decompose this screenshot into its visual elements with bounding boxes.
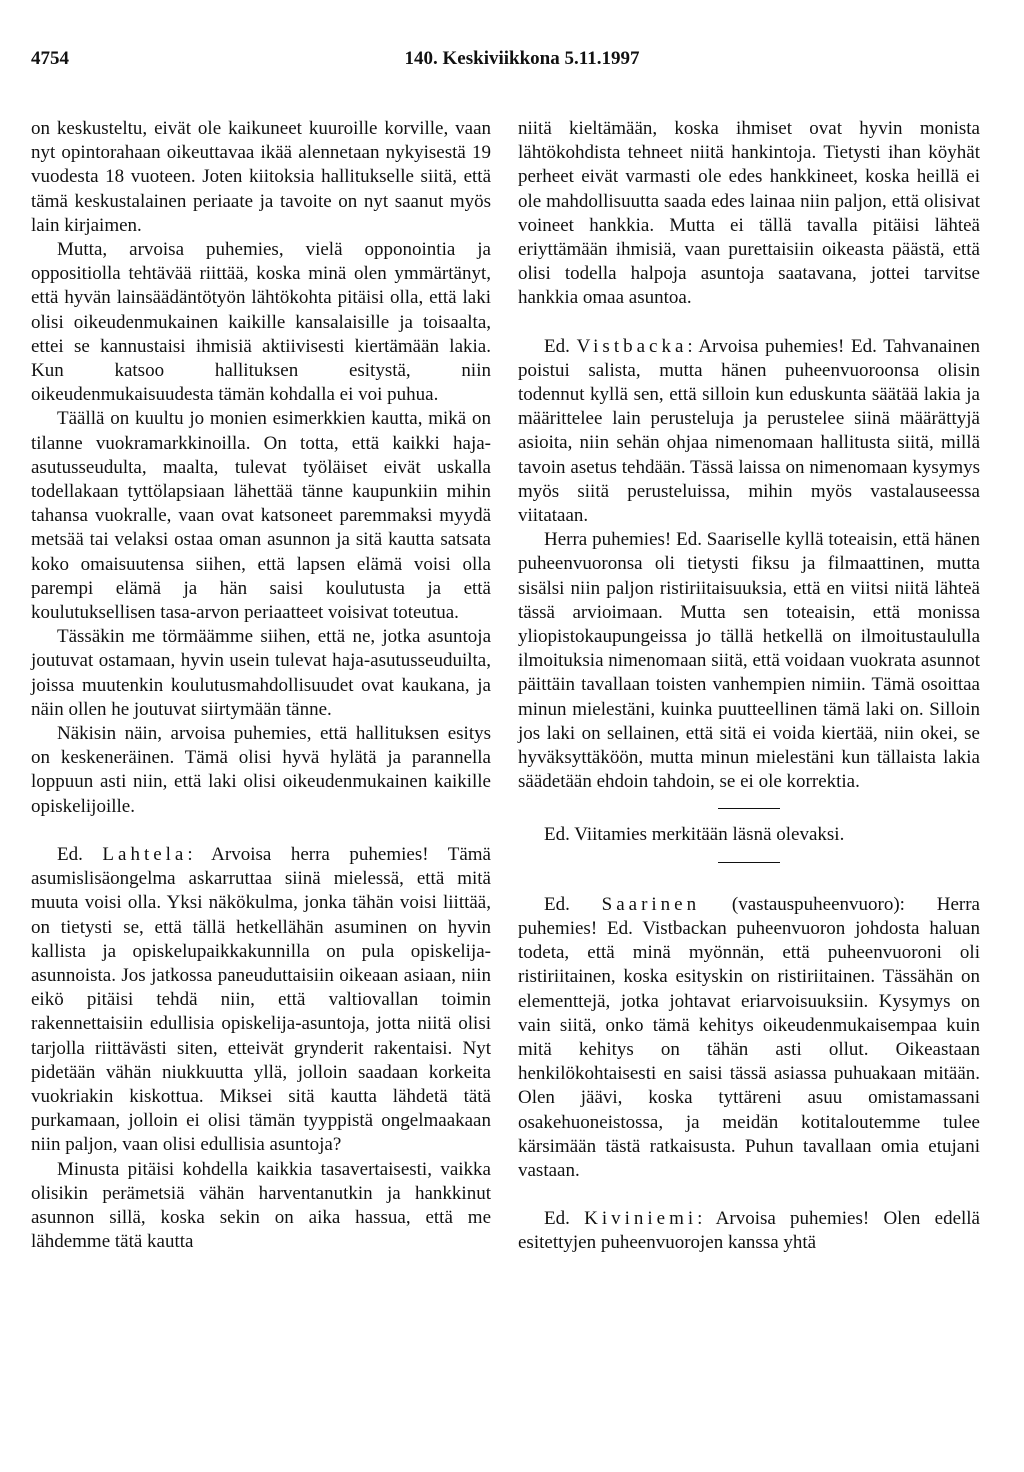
speaker-name: Vistbacka <box>576 335 688 357</box>
paragraph: Tässäkin me törmäämme siihen, että ne, jotka asuntoja joutuvat ostamaan, hyvin usein tulevat haja-asutusseuduilta, joissa muutenkin koulutusmahdollisuudet ovat kaukana, ja näin ollen he joutuvat siirtymään tänne. <box>31 626 491 720</box>
spacer <box>518 1183 980 1207</box>
speaker-prefix: Ed. <box>544 335 570 357</box>
speaker-prefix: Ed. <box>544 1208 570 1230</box>
paragraph: Herra puhemies! Ed. Saariselle kyllä toteaisin, että hänen puheenvuoronsa oli tietysti fiksu ja filmaattinen, mutta sisälsi niin paljon ristiriitaisuuksia, että en viitsi niitä lähteä tässä arvioimaan. Mutta sen toteaisin, että monissa yliopistokaupungeissa jo tällä hetkellä on ilmoitustaululla ilmoituksia nimenomaan siitä, että voidaan vuokrata asunnot päittäin tavallaan toisten vanhempien nimiin. Tämä osoittaa minun mielestäni, kuinka puutteellinen tämä laki on. Silloin jos laki on sellainen, että sitä ei voida kiertää, niin okei, se hyväksyttäköön, mutta minun mielestäni kun tällaista lakia säädetään ehdoin tahdoin, se ei ole korrektia. <box>518 529 980 793</box>
separator-rule <box>718 862 780 863</box>
speech-kiviniemi <box>518 1207 980 1255</box>
left-column <box>31 117 491 1254</box>
spacer <box>31 819 491 843</box>
separator-rule <box>718 808 780 809</box>
speaker-name: Saarinen <box>601 893 701 915</box>
speech-text: : Arvoisa puhemies! Ed. Tahvanainen poistui salista, mutta hänen puheenvuoroonsa olisin todennut kyllä sen, että silloin kun eduskunta säätää lakia ja määrittelee lain perusteluja ja perustelee siinä määrättyjä asioita, niin sehän ohjaa nimenomaan hallitusta siitä, millä tavoin asetus tehdään. Tässä laissa on nimenomaan kysymys myös siitä perusteluissa, mihin myös vastalauseessa viitataan. <box>518 335 981 527</box>
spacer <box>518 311 980 335</box>
paragraph: niitä kieltämään, koska ihmiset ovat hyvin monista lähtökohdista tehneet niitä hankintoja. Tietysti ihan köyhät perheet eivät varmasti ole edes hankkineet, koska heillä ei ole mahdollisuutta saada edes lainaa niin paljon, että olisivat voineet hankkia. Mutta ei tällä tavalla pitäisi lähteä eriyttämään ihmisiä, vaan purettaisiin oikeasta päästä, että olisi todella halpoja asuntoja saatavana, jottei tarvitse hankkia omaa asuntoa. <box>518 118 980 309</box>
speech-lahtela <box>31 843 491 1158</box>
page-header <box>0 48 1024 78</box>
paragraph: Näkisin näin, arvoisa puhemies, että hallituksen esitys on keskeneräinen. Tämä olisi hyvä hylätä ja parannella loppuun asti niin, että laki olisi oikeudenmukainen kaikille opiskelijoille. <box>31 723 491 817</box>
page-number: 4754 <box>31 48 69 69</box>
speaker-name: Kiviniemi <box>584 1208 698 1230</box>
speech-text: (vastauspuheenvuoro): Herra puhemies! Ed. Vistbackan puheenvuoron johdosta haluan todeta, että minä myönnän, että puheenvuoroni oli ristiriitainen, koska esityskin on ristiriitainen. Tässähän on elementtejä, jotka johtavat eriarvoisuuksiin. Kysymys on vain siitä, onko tämä kehitys oikeudenmukaisempaa kuin mitä kehitys on tähän asti ollut. Oikeastaan henkilökohtaisesti en saisi tässä asiassa puhuakaan mitään. Olen jäävi, koska tyttäreni asuu omistamassani osakehuoneistossa, ja meidän kotitaloutemme tulee kärsimään tästä ratkaisusta. Puhun tavallaan omia etujani vastaan. <box>518 893 980 1181</box>
speech-vistbacka <box>518 335 980 529</box>
speaker-prefix: Ed. <box>544 893 570 915</box>
paragraph: Mutta, arvoisa puhemies, vielä opponointia ja oppositiolla tehtävää riittää, koska minä olen ymmärtänyt, että hyvän lainsäädäntötyön lähtökohta pitäisi olla, että laki olisi oikeudenmukainen kaikille kansalaisille ja toisaalta, ettei se kannustaisi ihmisiä aktiivisesti kiertämään lakia. Kun katsoo hallituksen esitystä, niin oikeudenmukaisuudesta tämän kohdalla ei voi puhua. <box>31 239 491 406</box>
paragraph: on keskusteltu, eivät ole kaikuneet kuuroille korville, vaan nyt opintorahaan oikeuttavaa ikää alennetaan nykyisestä 19 vuodesta 18 vuoteen. Joten kiitoksia hallitukselle siitä, että tämä keskustalainen periaate ja tavoite on nyt saanut myös lain kirjaimen. <box>31 118 491 236</box>
speaker-prefix: Ed. <box>57 843 83 865</box>
issue-title: 140. Keskiviikkona 5.11.1997 <box>404 48 640 69</box>
speech-saarinen <box>518 893 980 1183</box>
right-column <box>518 117 980 1256</box>
notice-attendance: Ed. Viitamies merkitään läsnä olevaksi. <box>544 824 845 846</box>
speech-text: : Arvoisa herra puhemies! Tämä asumislisäongelma askarruttaa siinä mielessä, että mitä muuta voisi olla. Yksi näkökulma, jonka tähän voisi liittää, on tietysti se, että tällä hetkellähän asuminen on hyvin kallista ja opiskelupaikkakunnilla on pula opiskelija-asunnoista. Jos jatkossa paneuduttaisiin oikeaan asiaan, niin eikö pitäisi tehdä niin, että valtiovallan toimin rakennettaisiin edullisia opiskelija-asuntoja, jotta niitä olisi tarjolla riittävästi siten, etteivät grynderit rakentaisi. Nyt pidetään vähän niukkuutta yllä, jolloin saadaan korkeita vuokriakin kiskottua. Miksei sitä kautta lähdetä tätä purkamaan, jolloin ei olisi tämän tyyppistä ongelmaakaan niin paljon, vaan olisi edullisia asuntoja? <box>31 843 491 1156</box>
paragraph: Täällä on kuultu jo monien esimerkkien kautta, mikä on tilanne vuokramarkkinoilla. On totta, että kaikki haja-asutusseudulta, maalta, tulevat työläiset eivät uskalla todellakaan tyttölapsiaan lähettää tänne kaupunkiin mihin tahansa vuokralle, vaan ovat katsoneet paremmaksi myydä metsää tai velaksi ostaa oman asunnon ja sitä kautta satsata koko omaisuutensa siihen, että lapsen elämä voisi olla parempi elämä ja hän saisi koulutusta ja että koulutuksellisen tasa-arvon periaatteet voisivat toteutua. <box>31 408 491 624</box>
paragraph: Minusta pitäisi kohdella kaikkia tasavertaisesti, vaikka olisikin perämetsiä vähän harventanutkin ja hankkinut asunnon sillä, koska sekin on aika hassua, että me lähdemme tätä kautta <box>31 1158 491 1253</box>
speaker-name: Lahtela <box>102 843 188 865</box>
speech-text: : Arvoisa puhemies! Olen edellä esitettyjen puheenvuorojen kanssa yhtä <box>518 1208 980 1254</box>
